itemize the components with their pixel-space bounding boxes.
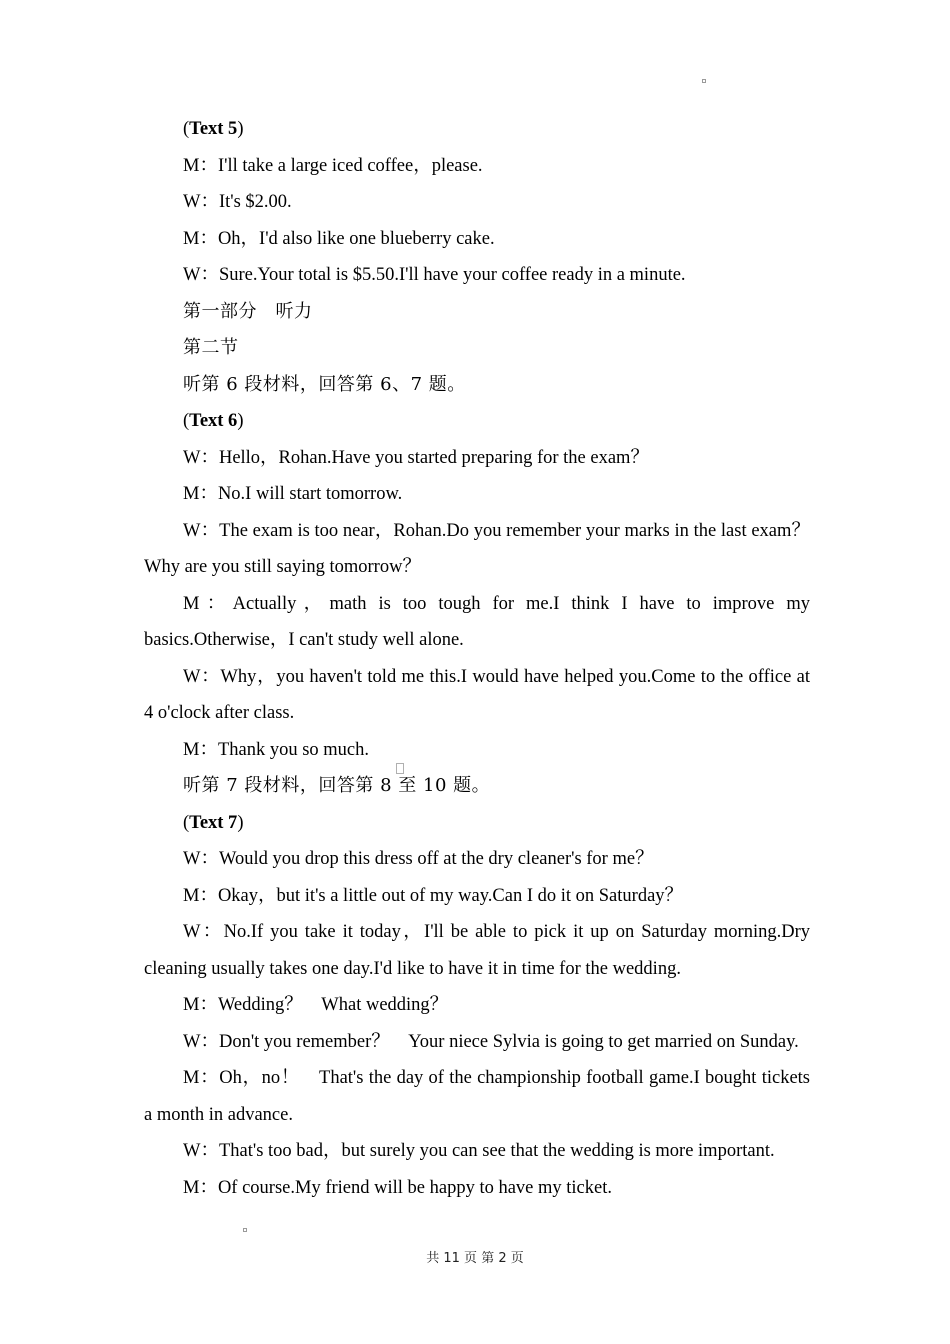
dialogue-line: M：Of course.My friend will be happy to have my ticket. xyxy=(183,1177,612,1198)
dialogue-line: W：Don't you remember？ Your niece Sylvia is going to get married on Sunday. xyxy=(183,1031,799,1052)
dialogue-line: M：I'll take a large iced coffee，please. xyxy=(183,155,483,176)
dialogue-line: W：It's $2.00. xyxy=(183,192,292,212)
anchor-marker-top xyxy=(702,79,706,83)
section-subtitle: 第二节 xyxy=(183,337,239,358)
text-6-heading: (Text 6) xyxy=(183,411,244,431)
dialogue-line: M：Actually，math is too tough for me.I think I have to improve my basics.Otherwise，I can't study well alone. xyxy=(144,593,810,650)
dialogue-line: M：Wedding？ What wedding？ xyxy=(183,995,449,1015)
dialogue-line: W：Would you drop this dress off at the dry cleaner's for me？ xyxy=(183,849,654,869)
dialogue-line: W：No.If you take it today，I'll be able to pick it up on Saturday morning.Dry cleaning usually takes one day.I'd like to have it in time for the wedding. xyxy=(144,922,810,979)
dialogue-line: W：Hello，Rohan.Have you started preparing for the exam？ xyxy=(183,447,649,468)
text-5-heading: (Text 5) xyxy=(183,119,244,139)
dialogue-line: W：Why，you haven't told me this.I would have helped you.Come to the office at 4 o'clock after class. xyxy=(144,666,810,723)
dialogue-line: W：Sure.Your total is $5.50.I'll have your coffee ready in a minute. xyxy=(183,265,686,285)
dialogue-line: M：Oh，I'd also like one blueberry cake. xyxy=(183,228,495,249)
dialogue-line: W：That's too bad，but surely you can see that the wedding is more important. xyxy=(183,1141,775,1161)
dialogue-line: M：Oh，no！ That's the day of the championship football game.I bought tickets a month in advance. xyxy=(144,1068,810,1125)
dialogue-line: M：Okay，but it's a little out of my way.Can I do it on Saturday？ xyxy=(183,885,684,906)
text-7-heading: (Text 7) xyxy=(183,812,244,833)
anchor-marker-bottom xyxy=(243,1228,247,1232)
instruction-line: 听第 7 段材料，回答第 8 至 10 题。 xyxy=(183,775,491,796)
dialogue-line: W：The exam is too near，Rohan.Do you remember your marks in the last exam？ Why are you still saying tomorrow？ xyxy=(144,520,829,577)
instruction-line: 听第 6 段材料，回答第 6、7 题。 xyxy=(183,373,466,395)
section-title: 第一部分 听力 xyxy=(183,300,313,322)
dialogue-text xyxy=(144,111,829,1206)
page-footer: 共 11 页 第 2 页 xyxy=(426,1251,524,1266)
dialogue-line: M：No.I will start tomorrow. xyxy=(183,484,403,504)
dialogue-line: M：Thank you so much. xyxy=(183,739,370,760)
